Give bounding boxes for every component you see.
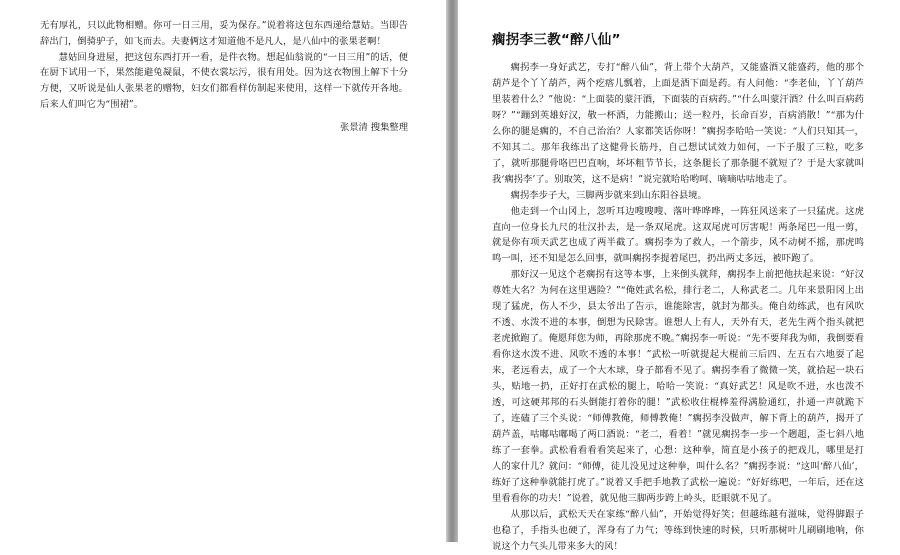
right-paragraph-5: 从那以后，武松天天在家练“醉八仙”，开始觉得好笑；但越练越有滋味，觉得脚跟子也稳了，手指头也硬了，浑身有了力气；等练到快速的时候，只听那树叶儿刷刷地响，你说这个力气头儿带来多大的风！	[492, 508, 864, 552]
right-page	[458, 0, 900, 552]
right-paragraph-4: 那好汉一见这个老瘸拐有这等本事，上来倒头就拜，瘸拐李上前把他扶起来说：“好汉尊姓大名？为何在这里遇险？”“俺姓武名松，排行老二，人称武老二。几年来景阳冈上出现了猛虎，伤人不少，县太爷出了告示，谁能除害，就封为都头。俺自幼练武，也有风吹不透、水泼不进的本事，倒想为民除害。谁想人上有人，天外有天，老先生两个指头就把老虎掀跑了。俺愿拜您为师，再除那虎不晚。”瘸拐李一听说：“先不要拜我为师，我倒要看看你这水泼不进、风吹不透的本事！”武松一听就提起大棍前三后四、左五右六地耍了起来，老远看去，成了一个大木球，身子都看不见了。瘸拐李看了微微一笑，就拾起一块石头，贴地一扔，正好打在武松的腿上，哈哈一笑说：“真好武艺！风是吹不进，水也泼不透，可这硬邦邦的石头倒能打着你的腿！”武松收住棍棒羞得满脸通红，扑通一声就跪下了，连磕了三个头说：“师傅教俺，师傅教俺！”瘸拐李没做声，解下背上的葫芦，揭开了葫芦盖，咕嘟咕嘟喝了两口酒说：“老二，看着！”就见瘸拐李一步一个趔趄，歪七斜八地练了一套拳。武松看看看看笑起来了，心想：这种拳，简直是小孩子的把戏儿，哪里是打人的家什儿？就问：“师傅，徒儿没见过这种拳，叫什么名？”瘸拐李说：“这叫‘醉八仙’，练好了这种拳就能打虎了。”说着又手把手地教了武松一遍说：“好好练吧，一年后，还在这里看看你的功夫！”说着，就见他三脚两步跨上岭头，眨眼就不见了。	[492, 269, 864, 504]
left-page	[0, 0, 446, 542]
left-paragraph-2: 慧姑回身进屋，把这包东西打开一看，是件衣物。想起仙翁说的“一日三用”的话，便在厨下试用一下，果然能避兔凝鼠，不使衣裳坛污，很有用处。因为这衣物围上解下十分方便，又听说是仙人张果老的赠物，妇女们都看样仿制起来使用，这样一下就传开各地。后来人们叫它为“围裙”。	[40, 51, 408, 110]
left-paragraph-1: 无有厚礼，只以此物相赠。你可一日三用，妥为保存。”说着将这包东西递给慧姑。当即告辞出门，倒骑驴子，如飞而去。夫妻俩这才知道他不是凡人，是八仙中的张果老啊！	[40, 20, 408, 47]
book-gutter	[446, 0, 458, 542]
right-paragraph-2: 瘸拐李步子大，三脚两步就来到山东阳谷县境。	[510, 189, 707, 201]
right-paragraph-3: 他走到一个山冈上，忽听耳边嗖嗖嗖、落叶哗哗哗，一阵狂风送来了一只猛虎。这虎直向一位身长九尺的壮汉扑去，是一条双尾虎。这双尾虎可厉害呢！两条尾巴一甩一剪，就是你有项天武艺也成了两半截了。瘸拐李为了救人，一个箭步，风不动树不摇，那虎鸣鸣一叫，还不知是怎么回事，就叫瘸拐李提着尾巴，扔出两丈多远，被吓跑了。	[492, 205, 864, 265]
collector-signature: 张景清 搜集整理	[339, 121, 408, 133]
story-title: 瘸拐李三教“醉八仙”	[492, 32, 621, 48]
right-paragraph-1: 瘸拐李一身好武艺，专打“醉八仙”，背上带个大葫芦，又能盛酒又能盛药，他的那个葫芦是个丫丫葫芦，两个疙瘩儿瓢着，上面是酒下面是药。有人问他：“李老仙，丫丫葫芦里装着什么？”他说：“上面装的蒙汗酒，下面装的百病药。”“什么叫蒙汗酒？什么叫百病药呀？”“蹦到英雄好汉，敬一杯酒，力能搬山；送一粒丹，长命百岁，百病消散！”“那为什么你的腿是瘸的，不自己治治？人家都笑话你呀！”瘸拐李哈哈一笑说：“人们只知其一，不知其二。那年我练出了这健骨长筋丹，自己想试试效力如何，一下子服了三粒，吃多了，就听那腿骨咯巴巴直响，坏坏粗节节长，这条腿长了那条腿不就短了？于是大家就叫我‘瘸拐李’了。别取笑，这不是病！”说完就哈哈哟呵、嘀嘀咕咕地走了。	[492, 62, 864, 185]
